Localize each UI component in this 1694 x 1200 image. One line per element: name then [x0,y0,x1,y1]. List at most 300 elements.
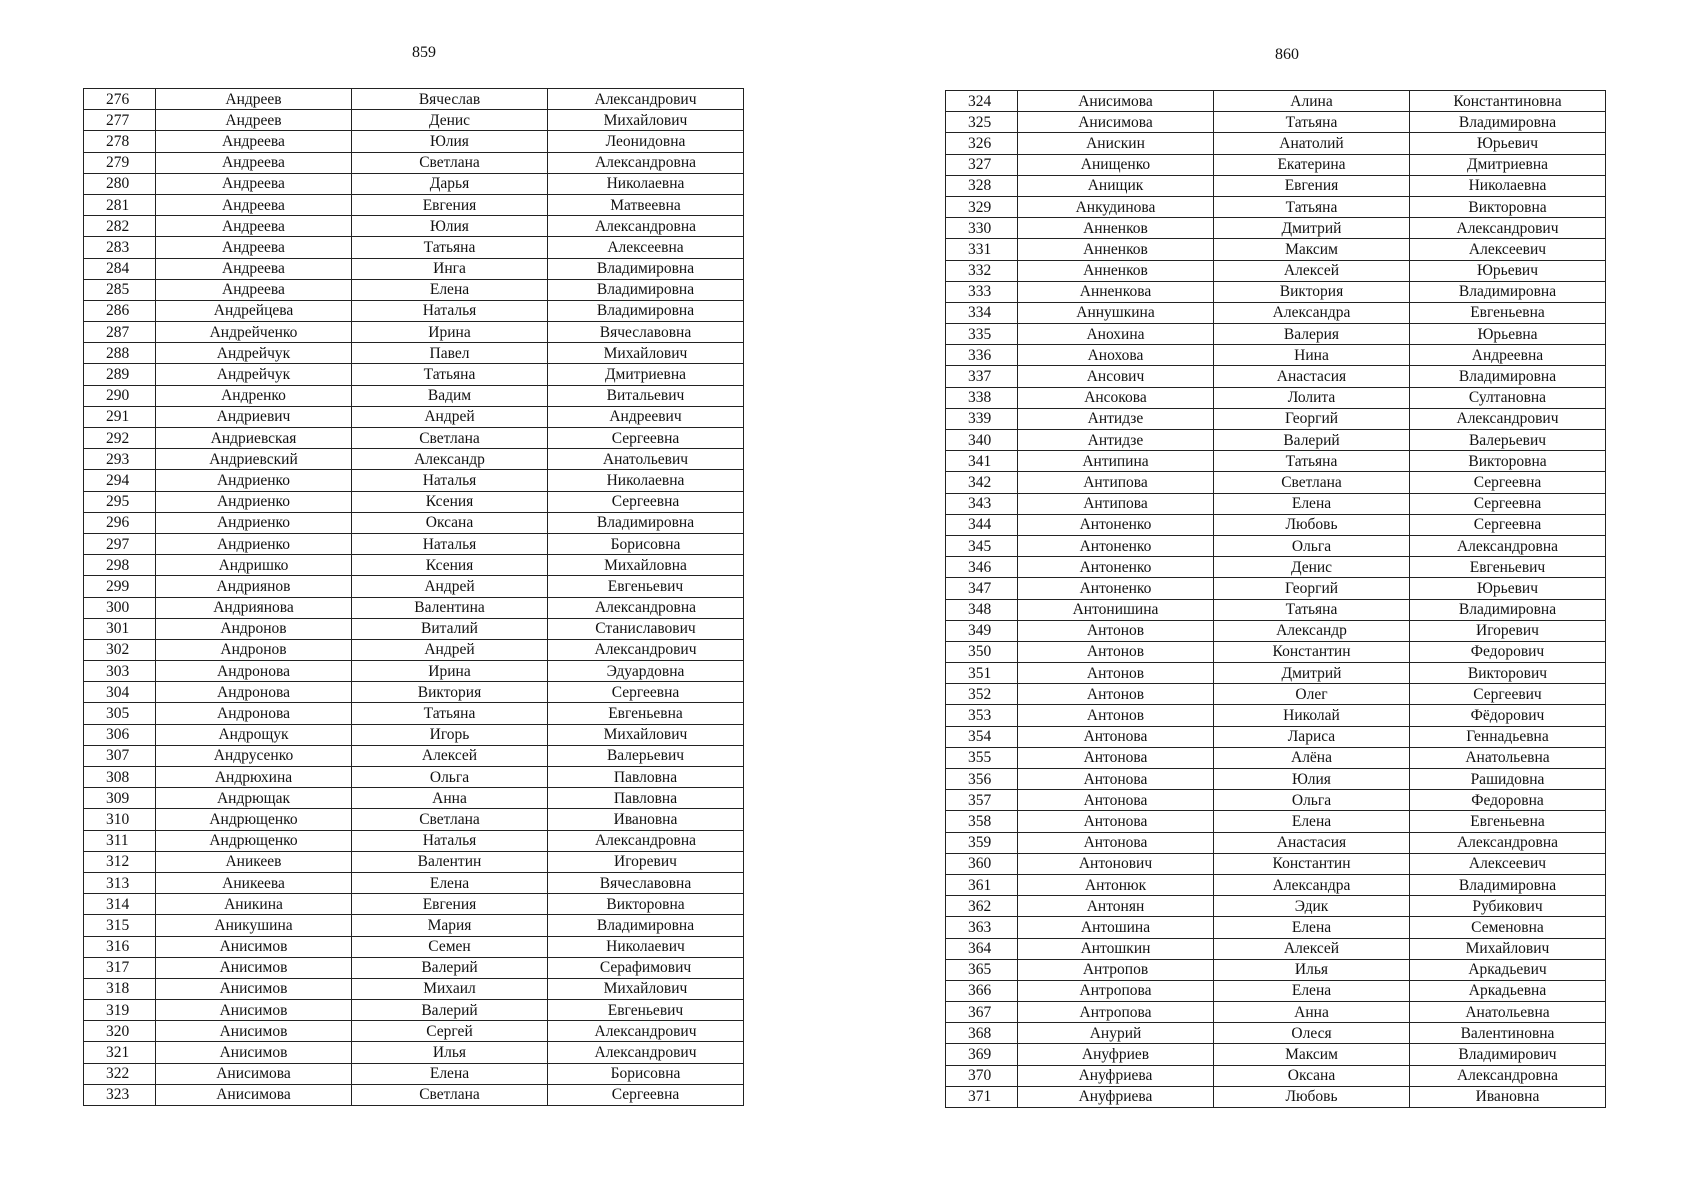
given-name-cell: Евгения [1214,175,1410,196]
given-name-cell: Анна [352,788,548,809]
given-name-cell: Андрей [352,406,548,427]
table-row [84,322,744,343]
given-name-cell: Елена [352,1063,548,1084]
table-row [84,470,744,491]
given-name-cell: Виктория [1214,281,1410,302]
row-number-cell: 341 [946,451,1018,472]
patronymic-cell: Сергеевна [548,682,744,703]
patronymic-cell: Владимировна [1410,874,1606,895]
patronymic-cell: Владимировна [548,258,744,279]
given-name-cell: Александра [1214,874,1410,895]
patronymic-cell: Евгеньевич [1410,557,1606,578]
surname-cell: Анисимова [156,1084,352,1105]
patronymic-cell: Викторовна [548,894,744,915]
surname-cell: Андришко [156,555,352,576]
row-number-cell: 331 [946,239,1018,260]
row-number-cell: 345 [946,535,1018,556]
surname-cell: Андреева [156,258,352,279]
patronymic-cell: Валерьевич [1410,430,1606,451]
patronymic-cell: Серафимович [548,957,744,978]
patronymic-cell: Федорович [1410,641,1606,662]
given-name-cell: Денис [352,110,548,131]
patronymic-cell: Владимировна [1410,599,1606,620]
row-number-cell: 293 [84,449,156,470]
surname-cell: Андрейченко [156,322,352,343]
table-row [946,1065,1606,1086]
row-number-cell: 294 [84,470,156,491]
surname-cell: Антонов [1018,705,1214,726]
row-number-cell: 309 [84,788,156,809]
patronymic-cell: Семеновна [1410,917,1606,938]
table-row [84,1021,744,1042]
table-row [946,620,1606,641]
given-name-cell: Светлана [1214,472,1410,493]
patronymic-cell: Михайлович [548,343,744,364]
surname-cell: Андриевский [156,449,352,470]
surname-cell: Ансович [1018,366,1214,387]
given-name-cell: Георгий [1214,408,1410,429]
patronymic-cell: Михайловна [548,555,744,576]
surname-cell: Антропова [1018,980,1214,1001]
table-row [946,218,1606,239]
surname-cell: Андренко [156,385,352,406]
surname-cell: Антипова [1018,472,1214,493]
patronymic-cell: Сергеевич [1410,684,1606,705]
table-row [946,832,1606,853]
patronymic-cell: Александрович [1410,218,1606,239]
given-name-cell: Татьяна [1214,112,1410,133]
given-name-cell: Светлана [352,809,548,830]
patronymic-cell: Алексеевич [1410,239,1606,260]
patronymic-cell: Станиславович [548,618,744,639]
patronymic-cell: Константиновна [1410,91,1606,112]
patronymic-cell: Александрович [548,1021,744,1042]
patronymic-cell: Сергеевна [1410,514,1606,535]
table-row [946,769,1606,790]
surname-cell: Андреева [156,152,352,173]
given-name-cell: Илья [1214,959,1410,980]
surname-cell: Антропова [1018,1002,1214,1023]
row-number-cell: 306 [84,724,156,745]
given-name-cell: Светлана [352,1084,548,1105]
surname-cell: Анохова [1018,345,1214,366]
surname-cell: Андрющенко [156,830,352,851]
table-row [946,514,1606,535]
surname-cell: Антидзе [1018,430,1214,451]
patronymic-cell: Юрьевич [1410,578,1606,599]
given-name-cell: Ирина [352,322,548,343]
surname-cell: Аникеева [156,872,352,893]
patronymic-cell: Владимировна [548,300,744,321]
surname-cell: Анисимов [156,1000,352,1021]
patronymic-cell: Дмитриевна [1410,154,1606,175]
given-name-cell: Наталья [352,830,548,851]
given-name-cell: Евгения [352,194,548,215]
table-row [84,724,744,745]
row-number-cell: 292 [84,428,156,449]
given-name-cell: Татьяна [1214,451,1410,472]
row-number-cell: 371 [946,1086,1018,1107]
surname-cell: Анисимов [156,978,352,999]
table-row [84,258,744,279]
given-name-cell: Валерий [352,957,548,978]
surname-cell: Антонюк [1018,874,1214,895]
patronymic-cell: Федоровна [1410,790,1606,811]
row-number-cell: 300 [84,597,156,618]
patronymic-cell: Алексеевна [548,237,744,258]
surname-cell: Антоненко [1018,578,1214,599]
row-number-cell: 303 [84,661,156,682]
given-name-cell: Валерий [352,1000,548,1021]
row-number-cell: 283 [84,237,156,258]
given-name-cell: Юлия [352,131,548,152]
surname-cell: Антоненко [1018,535,1214,556]
surname-cell: Антонова [1018,790,1214,811]
surname-cell: Андрющак [156,788,352,809]
row-number-cell: 328 [946,175,1018,196]
table-row [84,449,744,470]
surname-cell: Антипина [1018,451,1214,472]
given-name-cell: Елена [1214,811,1410,832]
row-number-cell: 344 [946,514,1018,535]
given-name-cell: Виталий [352,618,548,639]
table-row [84,110,744,131]
row-number-cell: 288 [84,343,156,364]
table-row [84,830,744,851]
surname-cell: Анисимов [156,1021,352,1042]
given-name-cell: Георгий [1214,578,1410,599]
given-name-cell: Екатерина [1214,154,1410,175]
given-name-cell: Анастасия [1214,366,1410,387]
row-number-cell: 277 [84,110,156,131]
surname-cell: Анненков [1018,239,1214,260]
table-row [946,91,1606,112]
given-name-cell: Ольга [1214,790,1410,811]
surname-cell: Андреева [156,237,352,258]
given-name-cell: Эдик [1214,896,1410,917]
surname-cell: Анненкова [1018,281,1214,302]
given-name-cell: Елена [352,872,548,893]
patronymic-cell: Валерьевич [548,745,744,766]
names-table-left [83,88,744,1106]
given-name-cell: Ирина [352,661,548,682]
given-name-cell: Максим [1214,239,1410,260]
surname-cell: Антошина [1018,917,1214,938]
table-row [84,788,744,809]
surname-cell: Андриевская [156,428,352,449]
surname-cell: Анисимов [156,957,352,978]
table-row [946,705,1606,726]
given-name-cell: Нина [1214,345,1410,366]
given-name-cell: Сергей [352,1021,548,1042]
row-number-cell: 324 [946,91,1018,112]
patronymic-cell: Дмитриевна [548,364,744,385]
table-row [84,576,744,597]
row-number-cell: 365 [946,959,1018,980]
table-row [84,1084,744,1105]
patronymic-cell: Евгеньевич [548,1000,744,1021]
patronymic-cell: Ивановна [548,809,744,830]
surname-cell: Аникина [156,894,352,915]
given-name-cell: Илья [352,1042,548,1063]
given-name-cell: Елена [352,279,548,300]
patronymic-cell: Викторович [1410,663,1606,684]
given-name-cell: Татьяна [1214,599,1410,620]
patronymic-cell: Анатольевич [548,449,744,470]
patronymic-cell: Игоревич [1410,620,1606,641]
given-name-cell: Константин [1214,853,1410,874]
surname-cell: Ануфриева [1018,1086,1214,1107]
table-row [84,703,744,724]
given-name-cell: Лариса [1214,726,1410,747]
table-row [84,491,744,512]
given-name-cell: Татьяна [352,364,548,385]
row-number-cell: 310 [84,809,156,830]
table-row [84,512,744,533]
given-name-cell: Семен [352,936,548,957]
patronymic-cell: Михайлович [548,724,744,745]
table-row [946,726,1606,747]
table-row [946,260,1606,281]
given-name-cell: Светлана [352,152,548,173]
patronymic-cell: Юрьевна [1410,324,1606,345]
table-row [84,194,744,215]
row-number-cell: 329 [946,196,1018,217]
given-name-cell: Елена [1214,493,1410,514]
row-number-cell: 357 [946,790,1018,811]
row-number-cell: 337 [946,366,1018,387]
table-row [84,300,744,321]
table-row [946,747,1606,768]
row-number-cell: 342 [946,472,1018,493]
given-name-cell: Светлана [352,428,548,449]
surname-cell: Андреев [156,89,352,110]
row-number-cell: 332 [946,260,1018,281]
row-number-cell: 297 [84,533,156,554]
given-name-cell: Ольга [352,767,548,788]
table-row [946,175,1606,196]
given-name-cell: Любовь [1214,1086,1410,1107]
given-name-cell: Елена [1214,980,1410,1001]
row-number-cell: 279 [84,152,156,173]
row-number-cell: 280 [84,173,156,194]
table-row [84,89,744,110]
given-name-cell: Мария [352,915,548,936]
table-row [946,451,1606,472]
patronymic-cell: Рубикович [1410,896,1606,917]
table-row [84,131,744,152]
row-number-cell: 296 [84,512,156,533]
table-row [84,851,744,872]
patronymic-cell: Андреевна [1410,345,1606,366]
given-name-cell: Алексей [1214,938,1410,959]
table-row [946,302,1606,323]
surname-cell: Анискин [1018,133,1214,154]
patronymic-cell: Евгеньевич [548,576,744,597]
table-row [84,936,744,957]
given-name-cell: Елена [1214,917,1410,938]
patronymic-cell: Сергеевна [548,1084,744,1105]
table-row [84,237,744,258]
row-number-cell: 326 [946,133,1018,154]
patronymic-cell: Анатольевна [1410,747,1606,768]
table-row [946,896,1606,917]
table-row [84,957,744,978]
row-number-cell: 291 [84,406,156,427]
given-name-cell: Татьяна [352,703,548,724]
table-row [946,324,1606,345]
given-name-cell: Анастасия [1214,832,1410,853]
surname-cell: Анисимова [1018,112,1214,133]
patronymic-cell: Владимировна [1410,112,1606,133]
table-row [946,938,1606,959]
patronymic-cell: Фёдорович [1410,705,1606,726]
given-name-cell: Наталья [352,533,548,554]
patronymic-cell: Михайлович [548,110,744,131]
row-number-cell: 318 [84,978,156,999]
surname-cell: Андриянова [156,597,352,618]
row-number-cell: 308 [84,767,156,788]
given-name-cell: Валентин [352,851,548,872]
surname-cell: Антонов [1018,663,1214,684]
row-number-cell: 289 [84,364,156,385]
table-row [84,597,744,618]
row-number-cell: 276 [84,89,156,110]
table-row [84,767,744,788]
row-number-cell: 355 [946,747,1018,768]
row-number-cell: 307 [84,745,156,766]
surname-cell: Анненков [1018,218,1214,239]
patronymic-cell: Юрьевич [1410,260,1606,281]
patronymic-cell: Вячеславовна [548,872,744,893]
patronymic-cell: Владимировна [1410,366,1606,387]
row-number-cell: 359 [946,832,1018,853]
row-number-cell: 301 [84,618,156,639]
patronymic-cell: Аркадьевич [1410,959,1606,980]
surname-cell: Антонова [1018,747,1214,768]
surname-cell: Андриенко [156,470,352,491]
patronymic-cell: Александровна [1410,1065,1606,1086]
table-row [946,1086,1606,1107]
table-row [84,173,744,194]
given-name-cell: Вячеслав [352,89,548,110]
surname-cell: Антипова [1018,493,1214,514]
surname-cell: Андриенко [156,491,352,512]
surname-cell: Андрейцева [156,300,352,321]
surname-cell: Андронова [156,661,352,682]
surname-cell: Андриенко [156,533,352,554]
row-number-cell: 311 [84,830,156,851]
given-name-cell: Анна [1214,1002,1410,1023]
table-row [946,557,1606,578]
surname-cell: Анисимов [156,936,352,957]
surname-cell: Антонишина [1018,599,1214,620]
row-number-cell: 354 [946,726,1018,747]
patronymic-cell: Сергеевна [548,428,744,449]
given-name-cell: Алексей [1214,260,1410,281]
table-row [84,1063,744,1084]
row-number-cell: 313 [84,872,156,893]
surname-cell: Аникеев [156,851,352,872]
given-name-cell: Максим [1214,1044,1410,1065]
row-number-cell: 338 [946,387,1018,408]
table-row [946,1023,1606,1044]
table-row [946,874,1606,895]
surname-cell: Андриенко [156,512,352,533]
row-number-cell: 327 [946,154,1018,175]
surname-cell: Ануфриев [1018,1044,1214,1065]
patronymic-cell: Ивановна [1410,1086,1606,1107]
surname-cell: Андреева [156,194,352,215]
row-number-cell: 361 [946,874,1018,895]
patronymic-cell: Павловна [548,788,744,809]
surname-cell: Андрейчук [156,364,352,385]
table-row [946,133,1606,154]
surname-cell: Андронова [156,703,352,724]
surname-cell: Аннушкина [1018,302,1214,323]
table-row [84,809,744,830]
table-row [946,154,1606,175]
given-name-cell: Татьяна [1214,196,1410,217]
surname-cell: Анурий [1018,1023,1214,1044]
row-number-cell: 352 [946,684,1018,705]
table-row [84,279,744,300]
surname-cell: Антоненко [1018,514,1214,535]
table-row [84,682,744,703]
patronymic-cell: Николаевна [548,470,744,491]
row-number-cell: 370 [946,1065,1018,1086]
row-number-cell: 356 [946,769,1018,790]
patronymic-cell: Геннадьевна [1410,726,1606,747]
patronymic-cell: Аркадьевна [1410,980,1606,1001]
patronymic-cell: Александрович [1410,408,1606,429]
patronymic-cell: Эдуардовна [548,661,744,682]
given-name-cell: Анатолий [1214,133,1410,154]
table-row [84,915,744,936]
given-name-cell: Валерий [1214,430,1410,451]
surname-cell: Антонова [1018,726,1214,747]
row-number-cell: 316 [84,936,156,957]
row-number-cell: 278 [84,131,156,152]
given-name-cell: Ксения [352,491,548,512]
row-number-cell: 366 [946,980,1018,1001]
given-name-cell: Александра [1214,302,1410,323]
row-number-cell: 360 [946,853,1018,874]
patronymic-cell: Игоревич [548,851,744,872]
row-number-cell: 281 [84,194,156,215]
surname-cell: Андронов [156,618,352,639]
surname-cell: Анненков [1018,260,1214,281]
surname-cell: Андреева [156,216,352,237]
given-name-cell: Александр [1214,620,1410,641]
table-row [946,345,1606,366]
table-row [84,533,744,554]
row-number-cell: 282 [84,216,156,237]
surname-cell: Анисимов [156,1042,352,1063]
surname-cell: Андреева [156,279,352,300]
given-name-cell: Любовь [1214,514,1410,535]
surname-cell: Андрейчук [156,343,352,364]
row-number-cell: 368 [946,1023,1018,1044]
table-row [946,1044,1606,1065]
table-row [946,980,1606,1001]
given-name-cell: Дарья [352,173,548,194]
table-row [946,599,1606,620]
patronymic-cell: Витальевич [548,385,744,406]
surname-cell: Андриевич [156,406,352,427]
given-name-cell: Татьяна [352,237,548,258]
row-number-cell: 358 [946,811,1018,832]
